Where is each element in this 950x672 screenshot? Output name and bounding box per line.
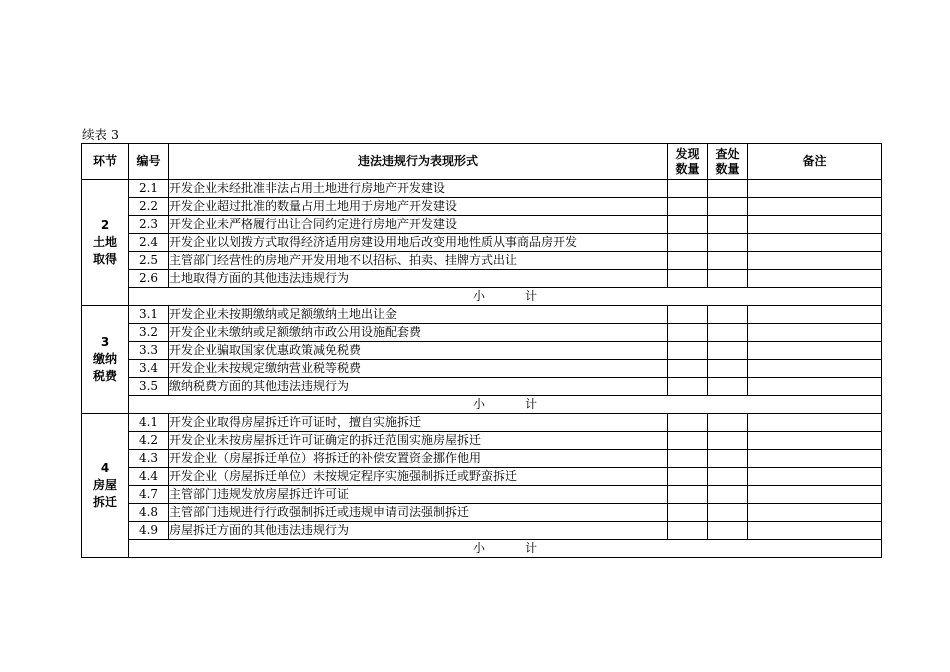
found-count-cell <box>668 450 708 468</box>
item-code: 3.4 <box>129 360 169 378</box>
item-description: 开发企业未经批准非法占用土地进行房地产开发建设 <box>169 180 668 198</box>
item-code: 4.9 <box>129 522 169 540</box>
subtotal-label <box>129 288 882 306</box>
subtotal-char-1: 小 <box>472 289 485 303</box>
section-label <box>82 306 129 414</box>
found-count-cell <box>668 522 708 540</box>
item-description: 开发企业未按房屋拆迁许可证确定的拆迁范围实施房屋拆迁 <box>169 432 668 450</box>
found-count-cell <box>668 486 708 504</box>
subtotal-char-2: 计 <box>524 397 537 411</box>
header-found-line2: 数量 <box>675 161 700 176</box>
item-code: 3.3 <box>129 342 169 360</box>
table-row <box>82 504 882 522</box>
item-description: 开发企业取得房屋拆迁许可证时，擅自实施拆迁 <box>169 414 668 432</box>
found-count-cell <box>668 270 708 288</box>
subtotal-label <box>129 540 882 558</box>
table-row <box>82 468 882 486</box>
remarks-cell <box>748 450 882 468</box>
table-row <box>82 360 882 378</box>
remarks-cell <box>748 360 882 378</box>
handled-count-cell <box>708 378 748 396</box>
item-description: 开发企业未严格履行出让合同约定进行房地产开发建设 <box>169 216 668 234</box>
subtotal-char-2: 计 <box>524 541 537 555</box>
handled-count-cell <box>708 198 748 216</box>
table-row <box>82 342 882 360</box>
table-row <box>82 180 882 198</box>
found-count-cell <box>668 252 708 270</box>
table-row <box>82 522 882 540</box>
section-label <box>82 180 129 306</box>
handled-count-cell <box>708 324 748 342</box>
section-name-line1: 房屋 <box>92 478 117 492</box>
item-description: 土地取得方面的其他违法违规行为 <box>169 270 668 288</box>
remarks-cell <box>748 270 882 288</box>
table-row <box>82 378 882 396</box>
found-count-cell <box>668 504 708 522</box>
subtotal-char-1: 小 <box>472 397 485 411</box>
header-handled-line1: 查处 <box>715 146 740 161</box>
item-description: 开发企业以划拨方式取得经济适用房建设用地后改变用地性质从事商品房开发 <box>169 234 668 252</box>
remarks-cell <box>748 504 882 522</box>
item-description: 开发企业未按期缴纳或足额缴纳土地出让金 <box>169 306 668 324</box>
item-code: 2.1 <box>129 180 169 198</box>
section-name-line2: 税费 <box>92 369 117 383</box>
handled-count-cell <box>708 360 748 378</box>
found-count-cell <box>668 234 708 252</box>
handled-count-cell <box>708 342 748 360</box>
header-code: 编号 <box>129 144 169 180</box>
item-description: 开发企业未按规定缴纳营业税等税费 <box>169 360 668 378</box>
item-description: 开发企业骗取国家优惠政策减免税费 <box>169 342 668 360</box>
handled-count-cell <box>708 414 748 432</box>
subtotal-row <box>82 288 882 306</box>
table-row <box>82 234 882 252</box>
item-code: 4.3 <box>129 450 169 468</box>
table-row <box>82 252 882 270</box>
found-count-cell <box>668 306 708 324</box>
table-row <box>82 198 882 216</box>
table-caption: 续表 3 <box>82 127 119 142</box>
item-code: 3.2 <box>129 324 169 342</box>
item-description: 主管部门违规发放房屋拆迁许可证 <box>169 486 668 504</box>
header-stage: 环节 <box>82 144 129 180</box>
section-name-line1: 缴纳 <box>92 352 117 366</box>
found-count-cell <box>668 324 708 342</box>
item-description: 开发企业（房屋拆迁单位）将拆迁的补偿安置资金挪作他用 <box>169 450 668 468</box>
item-description: 开发企业（房屋拆迁单位）未按规定程序实施强制拆迁或野蛮拆迁 <box>169 468 668 486</box>
item-description: 缴纳税费方面的其他违法违规行为 <box>169 378 668 396</box>
item-code: 3.5 <box>129 378 169 396</box>
found-count-cell <box>668 468 708 486</box>
item-description: 开发企业超过批准的数量占用土地用于房地产开发建设 <box>169 198 668 216</box>
item-code: 4.1 <box>129 414 169 432</box>
remarks-cell <box>748 252 882 270</box>
found-count-cell <box>668 216 708 234</box>
found-count-cell <box>668 414 708 432</box>
handled-count-cell <box>708 216 748 234</box>
section-number: 4 <box>100 461 110 475</box>
remarks-cell <box>748 216 882 234</box>
found-count-cell <box>668 198 708 216</box>
remarks-cell <box>748 306 882 324</box>
table-row <box>82 414 882 432</box>
violation-table <box>81 143 882 558</box>
found-count-cell <box>668 432 708 450</box>
remarks-cell <box>748 180 882 198</box>
handled-count-cell <box>708 468 748 486</box>
item-code: 4.8 <box>129 504 169 522</box>
subtotal-char-2: 计 <box>524 289 537 303</box>
header-found-line1: 发现 <box>675 146 700 161</box>
table-row <box>82 216 882 234</box>
remarks-cell <box>748 522 882 540</box>
item-code: 2.3 <box>129 216 169 234</box>
table-row <box>82 324 882 342</box>
item-code: 4.7 <box>129 486 169 504</box>
section-label <box>82 414 129 558</box>
handled-count-cell <box>708 180 748 198</box>
remarks-cell <box>748 198 882 216</box>
item-description: 房屋拆迁方面的其他违法违规行为 <box>169 522 668 540</box>
remarks-cell <box>748 468 882 486</box>
handled-count-cell <box>708 234 748 252</box>
remarks-cell <box>748 234 882 252</box>
section-number: 2 <box>100 218 110 232</box>
remarks-cell <box>748 324 882 342</box>
section-name-line1: 土地 <box>92 235 117 249</box>
header-violation: 违法违规行为表现形式 <box>169 144 668 180</box>
table-row <box>82 432 882 450</box>
handled-count-cell <box>708 486 748 504</box>
table-row <box>82 270 882 288</box>
remarks-cell <box>748 432 882 450</box>
header-handled-line2: 数量 <box>715 161 740 176</box>
item-description: 开发企业未缴纳或足额缴纳市政公用设施配套费 <box>169 324 668 342</box>
table-row <box>82 450 882 468</box>
section-name-line2: 拆迁 <box>92 495 117 509</box>
header-row <box>82 144 882 180</box>
subtotal-row <box>82 540 882 558</box>
handled-count-cell <box>708 306 748 324</box>
item-code: 2.6 <box>129 270 169 288</box>
item-description: 主管部门经营性的房地产开发用地不以招标、拍卖、挂牌方式出让 <box>169 252 668 270</box>
handled-count-cell <box>708 522 748 540</box>
item-code: 3.1 <box>129 306 169 324</box>
item-code: 2.2 <box>129 198 169 216</box>
subtotal-row <box>82 396 882 414</box>
table-row <box>82 486 882 504</box>
handled-count-cell <box>708 504 748 522</box>
item-code: 2.4 <box>129 234 169 252</box>
found-count-cell <box>668 378 708 396</box>
remarks-cell <box>748 342 882 360</box>
section-number: 3 <box>100 335 110 349</box>
item-description: 主管部门违规进行行政强制拆迁或违规申请司法强制拆迁 <box>169 504 668 522</box>
header-remarks: 备注 <box>748 144 882 180</box>
header-found-count <box>668 144 708 180</box>
subtotal-label <box>129 396 882 414</box>
table-row <box>82 306 882 324</box>
section-name-line2: 取得 <box>92 252 117 266</box>
subtotal-char-1: 小 <box>472 541 485 555</box>
handled-count-cell <box>708 432 748 450</box>
item-code: 2.5 <box>129 252 169 270</box>
handled-count-cell <box>708 270 748 288</box>
remarks-cell <box>748 378 882 396</box>
header-handled-count <box>708 144 748 180</box>
found-count-cell <box>668 360 708 378</box>
handled-count-cell <box>708 450 748 468</box>
found-count-cell <box>668 342 708 360</box>
item-code: 4.2 <box>129 432 169 450</box>
remarks-cell <box>748 414 882 432</box>
item-code: 4.4 <box>129 468 169 486</box>
remarks-cell <box>748 486 882 504</box>
found-count-cell <box>668 180 708 198</box>
handled-count-cell <box>708 252 748 270</box>
